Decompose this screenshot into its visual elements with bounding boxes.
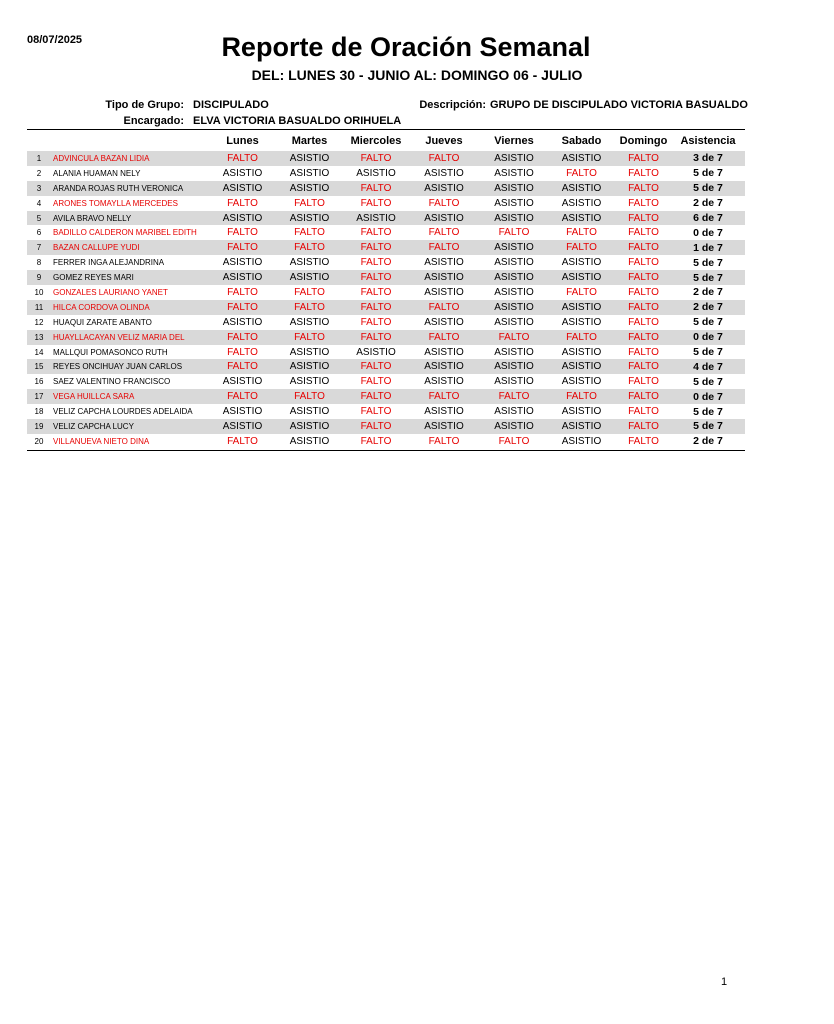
table-row xyxy=(27,166,745,181)
attendance-cell: ASISTIO xyxy=(289,257,330,269)
attendance-total: 2 de 7 xyxy=(671,300,745,315)
description-label: Descripción: xyxy=(419,99,486,111)
attendance-cell: ASISTIO xyxy=(407,359,481,374)
attendance-cell: FALTO xyxy=(211,151,274,166)
row-number: 7 xyxy=(27,240,51,255)
attendance-cell: ASISTIO xyxy=(561,346,602,358)
attendance-cell: ASISTIO xyxy=(424,406,464,418)
table-header-row xyxy=(27,131,745,151)
manager-value: ELVA VICTORIA BASUALDO ORIHUELA xyxy=(193,115,402,127)
attendance-cell: ASISTIO xyxy=(289,376,330,388)
member-name: ALANIA HUAMAN NELY xyxy=(53,168,141,178)
attendance-cell: ASISTIO xyxy=(211,211,274,226)
row-number: 3 xyxy=(27,181,51,196)
attendance-cell: ASISTIO xyxy=(494,346,534,358)
table-row xyxy=(27,240,745,255)
attendance-cell: FALTO xyxy=(628,197,659,209)
member-name: REYES ONCIHUAY JUAN CARLOS xyxy=(51,359,211,374)
page-number: 1 xyxy=(721,976,728,988)
attendance-cell: ASISTIO xyxy=(494,257,534,269)
attendance-cell: FALTO xyxy=(616,419,671,434)
row-number: 16 xyxy=(34,377,44,387)
attendance-cell: ASISTIO xyxy=(356,167,396,179)
attendance-cell: FALTO xyxy=(616,151,671,166)
attendance-cell: FALTO xyxy=(628,346,659,358)
attendance-cell: FALTO xyxy=(227,435,258,447)
attendance-cell: ASISTIO xyxy=(356,346,396,358)
attendance-cell: FALTO xyxy=(211,330,274,345)
col-header: Martes xyxy=(291,135,328,147)
attendance-cell: ASISTIO xyxy=(424,286,464,298)
attendance-cell: FALTO xyxy=(360,227,392,239)
attendance-cell: ASISTIO xyxy=(289,316,330,328)
member-name: HUAQUI ZARATE ABANTO xyxy=(53,317,152,327)
attendance-total: 4 de 7 xyxy=(671,359,745,374)
table-row xyxy=(27,151,745,166)
attendance-cell: ASISTIO xyxy=(561,406,602,418)
attendance-cell: FALTO xyxy=(616,300,671,315)
attendance-cell: FALTO xyxy=(498,227,530,239)
num-header xyxy=(27,131,51,151)
attendance-cell: FALTO xyxy=(274,389,345,404)
member-name: BAZAN CALLUPE YUDI xyxy=(51,240,211,255)
attendance-cell: ASISTIO xyxy=(481,211,547,226)
row-number: 18 xyxy=(34,407,44,417)
attendance-cell: FALTO xyxy=(360,286,392,298)
attendance-total: 5 de 7 xyxy=(671,181,745,196)
attendance-cell: FALTO xyxy=(628,376,659,388)
attendance-cell: FALTO xyxy=(407,389,481,404)
attendance-cell: ASISTIO xyxy=(561,197,602,209)
row-number: 15 xyxy=(27,359,51,374)
attendance-cell: FALTO xyxy=(360,197,392,209)
attendance-cell: FALTO xyxy=(547,240,616,255)
attendance-cell: ASISTIO xyxy=(494,197,534,209)
attendance-cell: ASISTIO xyxy=(289,406,330,418)
attendance-total: 5 de 7 xyxy=(693,316,723,329)
attendance-cell: FALTO xyxy=(345,419,407,434)
attendance-cell: FALTO xyxy=(566,167,597,179)
attendance-cell: ASISTIO xyxy=(424,376,464,388)
table-row xyxy=(27,181,745,196)
table-row xyxy=(27,330,745,345)
attendance-cell: FALTO xyxy=(628,257,659,269)
attendance-cell: ASISTIO xyxy=(547,181,616,196)
table-row xyxy=(27,300,745,315)
table-row xyxy=(27,389,745,404)
attendance-cell: FALTO xyxy=(211,300,274,315)
attendance-cell: ASISTIO xyxy=(561,435,602,447)
group-type-value: DISCIPULADO xyxy=(193,99,269,111)
attendance-total: 2 de 7 xyxy=(693,197,723,210)
attendance-total: 0 de 7 xyxy=(693,226,723,239)
member-name: VEGA HUILLCA SARA xyxy=(51,389,211,404)
attendance-cell: FALTO xyxy=(274,240,345,255)
attendance-cell: FALTO xyxy=(407,330,481,345)
attendance-cell: FALTO xyxy=(294,227,325,239)
attendance-cell: ASISTIO xyxy=(211,270,274,285)
attendance-cell: FALTO xyxy=(274,300,345,315)
attendance-cell: FALTO xyxy=(360,406,392,418)
attendance-cell: ASISTIO xyxy=(547,419,616,434)
attendance-cell: ASISTIO xyxy=(547,300,616,315)
member-name: ARONES TOMAYLLA MERCEDES xyxy=(53,198,178,208)
attendance-cell: FALTO xyxy=(616,240,671,255)
attendance-cell: ASISTIO xyxy=(547,270,616,285)
attendance-cell: ASISTIO xyxy=(345,211,407,226)
attendance-cell: ASISTIO xyxy=(481,270,547,285)
attendance-cell: FALTO xyxy=(294,286,325,298)
attendance-cell: FALTO xyxy=(547,389,616,404)
attendance-cell: FALTO xyxy=(360,316,392,328)
attendance-cell: ASISTIO xyxy=(481,300,547,315)
attendance-cell: FALTO xyxy=(345,359,407,374)
row-number: 14 xyxy=(34,347,44,357)
attendance-cell: FALTO xyxy=(345,240,407,255)
table-row xyxy=(27,255,745,270)
attendance-cell: FALTO xyxy=(360,376,392,388)
attendance-cell: FALTO xyxy=(481,389,547,404)
attendance-cell: ASISTIO xyxy=(481,181,547,196)
attendance-cell: ASISTIO xyxy=(481,419,547,434)
attendance-cell: ASISTIO xyxy=(274,359,345,374)
attendance-cell: FALTO xyxy=(498,435,530,447)
col-header: Asistencia xyxy=(680,135,736,147)
attendance-cell: FALTO xyxy=(616,211,671,226)
row-number: 4 xyxy=(36,198,42,208)
group-type-label: Tipo de Grupo: xyxy=(105,99,184,111)
member-name: ARANDA ROJAS RUTH VERONICA xyxy=(51,181,211,196)
attendance-cell: ASISTIO xyxy=(407,181,481,196)
attendance-total: 5 de 7 xyxy=(671,270,745,285)
attendance-cell: ASISTIO xyxy=(561,257,602,269)
description-value: GRUPO DE DISCIPULADO VICTORIA BASUALDO xyxy=(490,99,748,111)
report-date: 08/07/2025 xyxy=(27,34,83,46)
attendance-cell: ASISTIO xyxy=(274,270,345,285)
table-row xyxy=(27,196,745,211)
attendance-cell: FALTO xyxy=(616,181,671,196)
attendance-cell: FALTO xyxy=(566,227,597,239)
attendance-cell: FALTO xyxy=(628,435,659,447)
attendance-cell: FALTO xyxy=(211,359,274,374)
member-name: SAEZ VALENTINO FRANCISCO xyxy=(53,377,171,387)
attendance-cell: ASISTIO xyxy=(407,419,481,434)
attendance-cell: FALTO xyxy=(481,330,547,345)
col-header: Domingo xyxy=(619,135,668,147)
table-row xyxy=(27,285,745,300)
attendance-cell: FALTO xyxy=(227,227,258,239)
attendance-cell: FALTO xyxy=(211,240,274,255)
attendance-cell: ASISTIO xyxy=(289,435,330,447)
member-name: HILCA CORDOVA OLINDA xyxy=(51,300,211,315)
table-bottom-rule xyxy=(27,450,745,451)
attendance-cell: FALTO xyxy=(345,151,407,166)
attendance-cell: ASISTIO xyxy=(289,167,330,179)
member-name: HUAYLLACAYAN VELIZ MARIA DEL xyxy=(51,330,211,345)
member-name: AVILA BRAVO NELLY xyxy=(51,211,211,226)
table-row xyxy=(27,315,745,330)
member-name: FERRER INGA ALEJANDRINA xyxy=(53,258,165,268)
attendance-cell: ASISTIO xyxy=(494,376,534,388)
row-number: 20 xyxy=(34,436,44,446)
attendance-cell: ASISTIO xyxy=(547,359,616,374)
member-name: VELIZ CAPCHA LUCY xyxy=(51,419,211,434)
table-row xyxy=(27,345,745,360)
row-number: 5 xyxy=(27,211,51,226)
attendance-cell: ASISTIO xyxy=(211,419,274,434)
report-subtitle: DEL: LUNES 30 - JUNIO AL: DOMINGO 06 - JULIO xyxy=(251,67,583,83)
attendance-cell: ASISTIO xyxy=(407,211,481,226)
attendance-cell: FALTO xyxy=(407,300,481,315)
row-number: 19 xyxy=(27,419,51,434)
attendance-cell: ASISTIO xyxy=(561,376,602,388)
attendance-cell: ASISTIO xyxy=(494,167,534,179)
table-row xyxy=(27,404,745,419)
attendance-cell: ASISTIO xyxy=(289,346,330,358)
attendance-cell: FALTO xyxy=(227,286,258,298)
attendance-total: 3 de 7 xyxy=(671,151,745,166)
row-number: 8 xyxy=(36,258,42,268)
attendance-cell: ASISTIO xyxy=(274,151,345,166)
attendance-cell: FALTO xyxy=(628,286,659,298)
member-name: GOMEZ REYES MARI xyxy=(51,270,211,285)
table-top-rule xyxy=(27,129,745,130)
attendance-cell: ASISTIO xyxy=(424,316,464,328)
attendance-cell: ASISTIO xyxy=(222,257,263,269)
attendance-cell: FALTO xyxy=(360,435,392,447)
attendance-cell: ASISTIO xyxy=(424,257,464,269)
attendance-cell: FALTO xyxy=(227,197,258,209)
attendance-cell: FALTO xyxy=(628,227,659,239)
row-number: 9 xyxy=(27,270,51,285)
attendance-cell: ASISTIO xyxy=(481,359,547,374)
attendance-cell: FALTO xyxy=(345,181,407,196)
table-row xyxy=(27,211,745,226)
attendance-total: 5 de 7 xyxy=(693,167,723,180)
row-number: 1 xyxy=(27,151,51,166)
table-row xyxy=(27,270,745,285)
attendance-cell: ASISTIO xyxy=(547,211,616,226)
name-header xyxy=(51,131,211,151)
col-header: Jueves xyxy=(425,135,463,147)
attendance-cell: FALTO xyxy=(428,435,460,447)
attendance-cell: ASISTIO xyxy=(561,316,602,328)
attendance-cell: ASISTIO xyxy=(222,167,263,179)
row-number: 13 xyxy=(27,330,51,345)
col-header: Viernes xyxy=(494,135,534,147)
attendance-cell: FALTO xyxy=(628,167,659,179)
col-header: Lunes xyxy=(226,135,259,147)
attendance-cell: ASISTIO xyxy=(407,270,481,285)
attendance-cell: ASISTIO xyxy=(424,167,464,179)
attendance-cell: ASISTIO xyxy=(274,419,345,434)
member-name: ADVINCULA BAZAN LIDIA xyxy=(51,151,211,166)
col-header: Miercoles xyxy=(350,135,402,147)
attendance-cell: ASISTIO xyxy=(274,181,345,196)
attendance-cell: ASISTIO xyxy=(494,406,534,418)
attendance-total: 5 de 7 xyxy=(693,346,723,359)
row-number: 12 xyxy=(34,317,44,327)
attendance-cell: FALTO xyxy=(616,330,671,345)
table-row xyxy=(27,434,745,449)
attendance-cell: ASISTIO xyxy=(547,151,616,166)
attendance-total: 1 de 7 xyxy=(671,240,745,255)
row-number: 2 xyxy=(36,168,42,178)
table-row xyxy=(27,419,745,434)
attendance-cell: FALTO xyxy=(616,270,671,285)
attendance-cell: FALTO xyxy=(294,197,325,209)
attendance-cell: ASISTIO xyxy=(481,240,547,255)
row-number: 11 xyxy=(27,300,51,315)
member-name: MALLQUI POMASONCO RUTH xyxy=(53,347,168,357)
attendance-table xyxy=(27,131,745,449)
attendance-total: 6 de 7 xyxy=(671,211,745,226)
manager-label: Encargado: xyxy=(123,115,184,127)
attendance-cell: FALTO xyxy=(407,240,481,255)
attendance-cell: FALTO xyxy=(345,300,407,315)
member-name: GONZALES LAURIANO YANET xyxy=(53,287,168,297)
attendance-cell: FALTO xyxy=(428,227,460,239)
table-row xyxy=(27,374,745,389)
attendance-cell: FALTO xyxy=(616,389,671,404)
attendance-cell: FALTO xyxy=(345,330,407,345)
attendance-cell: ASISTIO xyxy=(222,406,263,418)
attendance-total: 2 de 7 xyxy=(693,435,723,448)
attendance-cell: ASISTIO xyxy=(274,211,345,226)
table-row xyxy=(27,225,745,240)
attendance-total: 5 de 7 xyxy=(693,375,723,388)
attendance-total: 0 de 7 xyxy=(671,330,745,345)
attendance-cell: ASISTIO xyxy=(494,286,534,298)
attendance-cell: ASISTIO xyxy=(211,181,274,196)
row-number: 6 xyxy=(36,228,42,238)
attendance-total: 5 de 7 xyxy=(693,405,723,418)
attendance-total: 0 de 7 xyxy=(671,389,745,404)
attendance-cell: FALTO xyxy=(211,389,274,404)
attendance-cell: ASISTIO xyxy=(424,346,464,358)
attendance-cell: ASISTIO xyxy=(222,316,263,328)
attendance-cell: ASISTIO xyxy=(494,316,534,328)
attendance-cell: FALTO xyxy=(274,330,345,345)
attendance-cell: FALTO xyxy=(227,346,258,358)
attendance-cell: ASISTIO xyxy=(222,376,263,388)
attendance-cell: FALTO xyxy=(616,359,671,374)
attendance-cell: FALTO xyxy=(566,286,597,298)
attendance-cell: FALTO xyxy=(407,151,481,166)
row-number: 10 xyxy=(34,287,44,297)
attendance-cell: ASISTIO xyxy=(481,151,547,166)
attendance-cell: FALTO xyxy=(345,270,407,285)
member-name: VILLANUEVA NIETO DINA xyxy=(53,436,150,446)
row-number: 17 xyxy=(27,389,51,404)
attendance-cell: FALTO xyxy=(628,406,659,418)
attendance-cell: FALTO xyxy=(628,316,659,328)
attendance-total: 2 de 7 xyxy=(693,286,723,299)
attendance-cell: FALTO xyxy=(345,389,407,404)
report-title: Reporte de Oración Semanal xyxy=(221,32,591,62)
col-header: Sabado xyxy=(561,135,602,147)
member-name: VELIZ CAPCHA LOURDES ADELAIDA xyxy=(53,407,193,417)
attendance-cell: FALTO xyxy=(547,330,616,345)
attendance-total: 5 de 7 xyxy=(693,256,723,269)
attendance-cell: FALTO xyxy=(360,257,392,269)
attendance-cell: FALTO xyxy=(428,197,460,209)
attendance-total: 5 de 7 xyxy=(671,419,745,434)
member-name: BADILLO CALDERON MARIBEL EDITH xyxy=(53,228,197,238)
table-row xyxy=(27,359,745,374)
